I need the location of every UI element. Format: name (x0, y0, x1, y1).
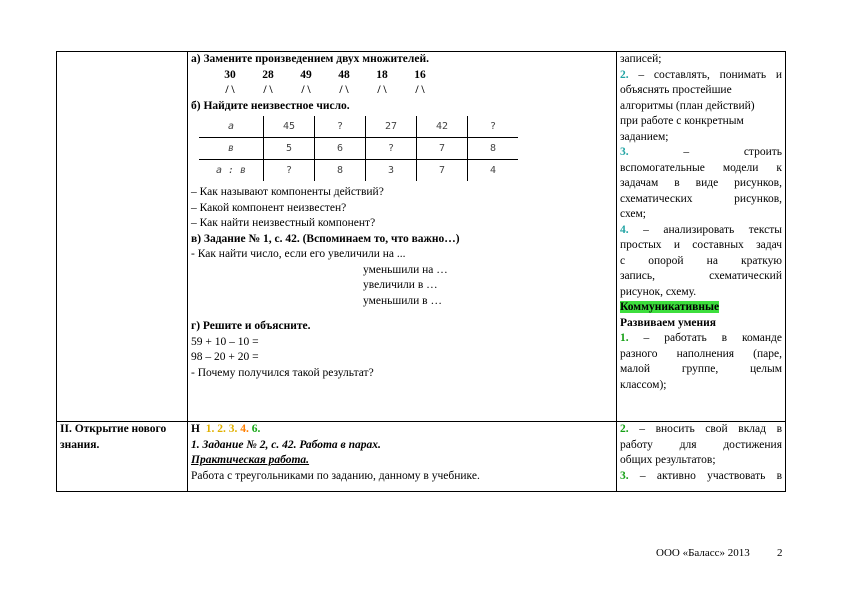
table-cell: а : в (199, 160, 264, 182)
table-row (57, 422, 786, 492)
task-a-numbers (191, 68, 613, 84)
skill-line: задачам в виде рисунков, (620, 177, 782, 189)
skill-line: алгоритмы (план действий) (620, 99, 755, 112)
skill-line: при работе с конкретным (620, 115, 744, 127)
skill-line: простых и составных задач (620, 239, 782, 251)
table-cell: ? (315, 116, 366, 138)
number: 48 (338, 68, 350, 81)
task-line: 1. Задание № 2, с. 42. Работа в парах. (191, 438, 381, 451)
task-b-title: б) Найдите неизвестное число. (191, 99, 350, 112)
table-row (57, 52, 786, 422)
task-g-title: г) Решите и объясните. (191, 320, 311, 332)
skill-line: общих результатов; (620, 454, 716, 466)
number: 30 (224, 68, 236, 81)
skill-line (620, 145, 782, 161)
skill-line: классом); (620, 378, 667, 391)
skill-number: 3. (620, 146, 629, 158)
table-row (199, 138, 518, 160)
table-cell: 7 (417, 160, 468, 182)
skill-line: малой группе, целым (620, 363, 782, 375)
table-cell: 42 (417, 116, 468, 138)
number: 16 (414, 68, 426, 81)
expression: 59 + 10 – 10 = (191, 335, 259, 348)
work-line: Работа с треугольниками по заданию, данному в учебнике. (191, 469, 480, 482)
skill-dash: – (683, 146, 690, 158)
skill-number: 2. (620, 423, 629, 435)
table-cell: 27 (366, 116, 417, 138)
skill-line: схематических рисунков, (620, 192, 782, 205)
table-cell: 4 (468, 160, 519, 182)
skill-number: 2. (620, 68, 629, 81)
table-cell: 8 (468, 138, 519, 160)
table-cell: 7 (417, 138, 468, 160)
table-cell: 8 (315, 160, 366, 182)
table-cell: ? (264, 160, 315, 182)
table-cell: ? (468, 116, 519, 138)
task-v-title: в) Задание № 1, с. 42. (Вспоминаем то, что важно…) (191, 232, 460, 245)
skill-line: схем; (620, 208, 646, 220)
skill-heading (620, 300, 782, 316)
practical-work-title: Практическая работа. (191, 454, 310, 466)
skill-text: – анализировать тексты (643, 223, 783, 236)
skill-line: записей; (620, 53, 662, 65)
skill-line (620, 223, 782, 239)
skill-line: работу для достижения (620, 438, 782, 451)
develop-heading: Развиваем умения (620, 316, 717, 329)
skill-text: – работать в команде (643, 332, 782, 344)
task-a-slashes (191, 83, 613, 99)
skill-line (620, 422, 782, 438)
skill-line (620, 469, 782, 485)
skill-line: разного наполнения (паре, (620, 347, 782, 360)
skill-line: с опорой на краткую (620, 254, 782, 267)
skills-cell (617, 52, 786, 422)
skill-line: заданием; (620, 130, 669, 143)
table-row (199, 116, 518, 138)
footer-publisher: ООО «Баласс» 2013 (656, 547, 750, 559)
skill-line: рисунок, схему. (620, 285, 697, 298)
stage-cell (57, 52, 188, 422)
table-cell: 3 (366, 160, 417, 182)
lesson-table (56, 51, 786, 492)
skill-text: – вносить свой вклад в (639, 423, 782, 435)
skill-text: строить (743, 146, 783, 158)
skill-line (620, 331, 782, 347)
slash: / \ (225, 84, 235, 96)
table-row (199, 160, 518, 182)
table-cell: 5 (264, 138, 315, 160)
skill-number: 3. (620, 469, 629, 482)
task-a-title: а) Замените произведением двух множителей. (191, 53, 429, 65)
skill-number: 4. (620, 223, 629, 236)
expression: 98 – 20 + 20 = (191, 351, 259, 363)
communicative-heading: Коммуникативные (620, 301, 720, 313)
question: – Какой компонент неизвестен? (191, 201, 347, 214)
skill-line: объяснять простейшие (620, 84, 732, 96)
number: 49 (300, 68, 312, 81)
h-number: 6. (251, 423, 261, 435)
skill-line: вспомогательные модели к (620, 161, 782, 174)
task-v-line: уменьшили в … (363, 294, 442, 307)
task-v-question: - Как найти число, если его увеличили на ... (191, 248, 406, 260)
h-number: 3. (228, 423, 238, 435)
question: – Как называют компоненты действий? (191, 186, 384, 198)
skills-cell (617, 422, 786, 492)
table-cell: 45 (264, 116, 315, 138)
h-number: 4. (240, 423, 249, 435)
table-cell: в (199, 138, 264, 160)
skill-text: – составлять, понимать и (638, 68, 782, 81)
table-cell: ? (366, 138, 417, 160)
stage-cell: II. Открытие нового знания. (57, 422, 188, 492)
table-cell: 6 (315, 138, 366, 160)
question: – Как найти неизвестный компонент? (191, 217, 376, 229)
content-cell (188, 422, 617, 492)
table-cell: а (227, 121, 235, 132)
skill-text: – активно участвовать в (639, 469, 782, 482)
skill-number: 1. (620, 332, 629, 344)
slash: / \ (415, 84, 425, 96)
number: 18 (376, 68, 388, 81)
h-label: Н (191, 423, 200, 435)
task-v-line: уменьшили на … (363, 263, 448, 276)
task-v-line: увеличили в … (363, 279, 438, 291)
skill-line (620, 68, 782, 84)
skill-line: запись, схематический (620, 270, 782, 282)
content-cell (188, 52, 617, 422)
h-line (191, 422, 613, 438)
h-number: 2. (217, 423, 226, 435)
page-number: 2 (777, 547, 783, 559)
slash: / \ (301, 84, 311, 96)
slash: / \ (263, 84, 273, 96)
number: 28 (262, 68, 274, 81)
slash: / \ (339, 84, 349, 96)
spacer (191, 309, 613, 319)
slash: / \ (377, 84, 387, 96)
h-number: 1. (205, 423, 215, 435)
task-g-question: - Почему получился такой результат? (191, 366, 374, 379)
unknown-number-table (199, 116, 518, 181)
